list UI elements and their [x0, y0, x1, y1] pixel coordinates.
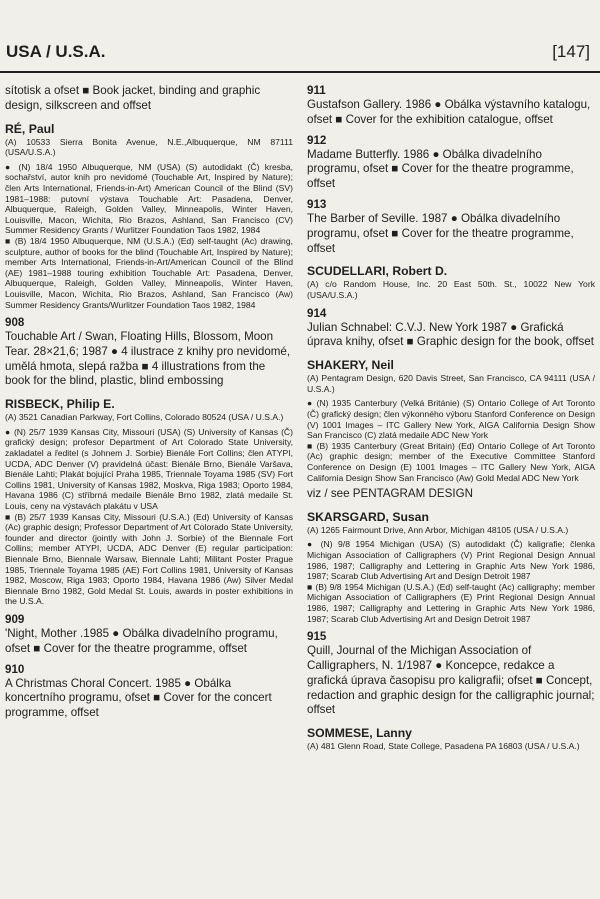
entry-text-911: Gustafson Gallery. 1986 ● Obálka výstavního katalogu, ofset ■ Cover for the exhibition catalogue, offset	[307, 98, 591, 126]
entry-number-911: 911	[307, 84, 326, 97]
artist-name-re: RÉ, Paul	[5, 121, 55, 136]
artist-name-skarsgard: SKARSGARD, Susan	[307, 509, 429, 524]
bio-en-shakery: ■ (B) 1935 Canterbury (Great Britain) (Ed) Ontario College of Art Toronto (Ac) graphic design; member of the Executive Committee Stanford Conference on Design (E) 1001 Images – ITC Gallery New York, AIGA California Design Show San Francisco (Aw) Gold Medal ADC New York	[307, 440, 595, 483]
see-reference-shakery: viz / see PENTAGRAM DESIGN	[307, 487, 473, 501]
entry-number-908: 908	[5, 316, 25, 330]
page-number: [147]	[552, 42, 590, 61]
entry-number-913: 913	[307, 197, 327, 211]
bio-cz-re: ● (N) 18/4 1950 Albuquerque, NM (USA) (S) autodidakt (Č) kresba, sochařství, autor knih pro nevidomé (Touchable Art, Inspired by Nature); člen Arts International, Friends-in-Art) American Council of the Blind (SV) 1981–1988: putovní výstava Touchable Art: Pasadena, Denver, Albuquerque, Raleigh, Golden Valley, Minneapolis, Winter Haven, Louisville, Macon, Wichita, Rio Brazos, Ashland, San Francisco (CV) Summer Residency Grants / Wurlitzer Foundation Taos 1982, 1984	[5, 161, 293, 236]
artist-address-skarsgard: (A) 1265 Fairmount Drive, Ann Arbor, Michigan 48105 (USA / U.S.A.)	[307, 524, 569, 535]
artist-address-sommese: (A) 481 Glenn Road, State College, Pasadena PA 16803 (USA / U.S.A.)	[307, 741, 580, 752]
intro-text: sítotisk a ofset ■ Book jacket, binding and graphic design, silkscreen and offset	[5, 84, 261, 112]
artist-address-scudellari: (A) c/o Random House, Inc. 20 East 50th. St., 10022 New York (USA/U.S.A.)	[307, 279, 595, 300]
entry-number-909: 909	[5, 612, 25, 626]
right-column	[307, 84, 595, 752]
header-rule	[0, 71, 600, 73]
bio-en-re: ■ (B) 18/4 1950 Albuquerque, NM (U.S.A.) (Ed) self-taught (Ac) drawing, sculpture, author of books for the blind (Touchable Art, Inspired by Nature); member Arts International, Friends-in-Art/American Council of the Blind (AE) 1981–1988 touring exhibition Touchable Art: Pasadena, Denver, Albuquerque, Raleigh, Golden Valley, Minneapolis, Winter Haven, Louisville, Macon, Wichita, Rio Brazos, Ashland, San Francisco (Aw) Summer Residency Grants/Wurlitzer Foundation Taos 1982, 1984	[5, 235, 293, 310]
entry-number-912: 912	[307, 133, 327, 147]
left-column	[5, 84, 293, 721]
entry-number-915: 915	[307, 630, 327, 644]
bio-en-skarsgard: ■ (B) 9/8 1954 Michigan (U.S.A.) (Ed) self-taught (Ac) calligraphy; member Michigan Association of Calligraphers (E) Print Regional Design Annual 1986, 1987; Calligraphy and Lettering in Graphic Arts New York 1986, 1987; Scarab Club Advertising Art and Design Detroit 1987	[307, 581, 595, 624]
section-title: USA / U.S.A.	[6, 42, 106, 61]
entry-number-914: 914	[307, 306, 327, 320]
bio-cz-skarsgard: ● (N) 9/8 1954 Michigan (USA) (S) autodidakt (Č) kaligrafie; členka Michigan Association of Calligraphers (V) Print Regional Design Annual 1986, 1987; Calligraphy and Lettering in Graphic Arts New York 1986, 1987; Scarab Club Advertising Art and Design Detroit 1987	[307, 539, 595, 582]
entry-text-915: Quill, Journal of the Michigan Association of Calligraphers, N. 1/1987 ● Koncepce, redakce a grafická úprava časopisu pro kaligrafii; ofset ■ Concept, redaction and graphic design for the calligraphic journal; offset	[307, 644, 595, 717]
entry-text-912: Madame Butterfly. 1986 ● Obálka divadelního programu, ofset ■ Cover for the theatre programme, offset	[307, 147, 574, 191]
artist-name-risbeck: RISBECK, Philip E.	[5, 397, 115, 412]
artist-address-risbeck: (A) 3521 Canadian Parkway, Fort Collins, Colorado 80524 (USA / U.S.A.)	[5, 412, 284, 423]
entry-text-910: A Christmas Choral Concert. 1985 ● Obálka koncertního programu, ofset ■ Cover for the concert programme, offset	[5, 676, 272, 720]
artist-address-shakery: (A) Pentagram Design, 620 Davis Street, San Francisco, CA 94111 (USA / U.S.A.)	[307, 373, 595, 394]
artist-name-scudellari: SCUDELLARI, Robert D.	[307, 264, 448, 279]
entry-number-910: 910	[5, 662, 25, 676]
entry-text-914: Julian Schnabel: C.V.J. New York 1987 ● Grafická úprava knihy, ofset ■ Graphic design for the book, offset	[307, 320, 594, 349]
artist-address-re: (A) 10533 Sierra Bonita Avenue, N.E.,Albuquerque, NM 87111 (USA/U.S.A.)	[5, 136, 293, 158]
page-header	[0, 42, 600, 68]
bio-en-risbeck: ■ (B) 25/7 1939 Kansas City, Missouri (U.S.A.) (Ed) University of Kansas (Ac) graphic design; Professor Department of Art Colorado State University, founder and director (jointly with John J. Sorbie) of the Biennale Fort Collins; member ATYPI, UCDA, ADC Denver (E) regular participation: Biennale Brno, Biennale Warsaw, Biennale Lahti; Militant Poster Prague 1985, Triennale Toyama 1985 (AE) Fort Collins 1981, University of Kansas 1982, Moscow, Riga 1983; Oporto 1984, Havana 1986 (Aw) Silver Medal Biennale Brno 1982, Gold Medal St. Louis, awards in poster exhibitions in the U.S.A.	[5, 511, 293, 607]
entry-text-908: Touchable Art / Swan, Floating Hills, Blossom, Moon Tear. 28×21,6; 1987 ● 4 ilustrace z knihy pro nevidomé, umělá hmota, slepá ražba ■ 4 illustrations from the book for the blind, plastic, blind embossing	[5, 330, 291, 388]
artist-name-shakery: SHAKERY, Neil	[307, 358, 394, 373]
entry-text-909: 'Night, Mother .1985 ● Obálka divadelního programu, ofset ■ Cover for the theatre programme, offset	[5, 626, 278, 655]
bio-cz-risbeck: ● (N) 25/7 1939 Kansas City, Missouri (USA) (S) University of Kansas (Č) grafický design; profesor Department of Art Colorado State University, zakladatel a ředitel (s Johnem J. Sorbie) Bienále Fort Collins; člen ATYPI, UCDA, ADC Denver (V) pravidelná účast: Bienále Brno, Bienále Varšava, Bienále Lahti; Plakát bojující Praha 1985, Triennale Toyama 1985 (SV) Fort Collins 1981, University of Kansas 1982, Moskva, Riga 1983; Oporto 1984, Havana 1986 (C) stříbrná medaile Bienále Brno 1982, zlatá medaile St. Louis, ceny na výstavách plakátu v USA	[5, 426, 293, 512]
bio-cz-shakery: ● (N) 1935 Canterbury (Velká Británie) (S) Ontario College of Art Toronto (Č) grafický design; člen výkonného výboru Stanford Conference on Design (V) 1001 Images – ITC Gallery New York, AIGA California Design Show San Francisco (C) zlatá medaile ADC New York	[307, 398, 595, 441]
artist-name-sommese: SOMMESE, Lanny	[307, 726, 412, 741]
entry-text-913: The Barber of Seville. 1987 ● Obálka divadelního programu, ofset ■ Cover for the theatre programme, offset	[307, 211, 574, 255]
